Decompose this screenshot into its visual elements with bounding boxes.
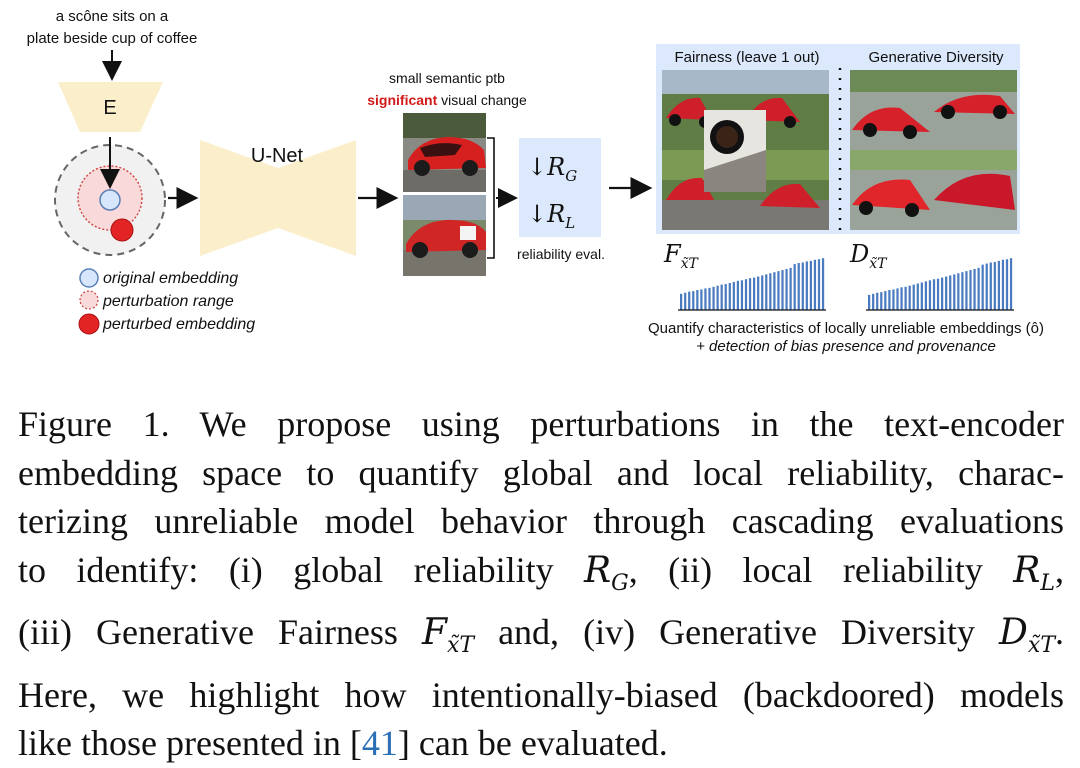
- bar-mark: [933, 279, 935, 310]
- rl-symbol: $↓R_L$: [527, 200, 576, 232]
- bar-mark: [769, 273, 771, 310]
- bar-mark: [998, 261, 1000, 310]
- caption-line-3: terizing unreliable model behavior through cascading evaluations: [18, 501, 1064, 541]
- fairness-symbol: $F_{x̃T}$: [664, 240, 698, 272]
- math-f: $F_{x̃T}$: [421, 612, 475, 658]
- fairness-title: Fairness (leave 1 out): [674, 49, 820, 66]
- bar-mark: [945, 277, 947, 310]
- bar-mark: [961, 272, 963, 310]
- generated-image-top: [403, 113, 486, 192]
- bar-mark: [876, 293, 878, 310]
- bar-mark: [965, 271, 967, 310]
- prompt-line-2: plate beside cup of coffee: [26, 30, 198, 47]
- caption-line-1: Figure 1. We propose using perturbations in the text-encoder: [18, 404, 1064, 444]
- bar-mark: [941, 278, 943, 310]
- bar-mark: [973, 269, 975, 310]
- bar-mark: [741, 280, 743, 310]
- bar-mark: [905, 287, 907, 310]
- bar-mark: [822, 258, 824, 310]
- bar-mark: [917, 284, 919, 310]
- bar-mark: [765, 274, 767, 310]
- bar-mark: [953, 274, 955, 310]
- caption-line-4: [18, 546, 1064, 609]
- bar-mark: [994, 262, 996, 310]
- math-rl: $R_L$: [1013, 549, 1055, 596]
- bar-mark: [921, 282, 923, 310]
- bar-mark: [810, 261, 812, 310]
- caption-line-5-b: and, (iv) Generative Diversity: [474, 612, 1000, 652]
- bar-mark: [969, 270, 971, 310]
- bar-mark: [818, 259, 820, 310]
- bar-mark: [761, 275, 763, 310]
- ptb-change-label: [367, 92, 527, 108]
- bar-mark: [900, 287, 902, 310]
- bar-mark: [708, 288, 710, 310]
- bar-mark: [692, 291, 694, 310]
- caption-line-7: [18, 719, 1064, 768]
- legend-range-marker: [80, 291, 98, 309]
- bar-mark: [712, 287, 714, 310]
- image-bracket: [487, 138, 494, 258]
- generated-image-bottom: [403, 195, 486, 276]
- bar-mark: [982, 265, 984, 310]
- caption-line-7-b: ] can be evaluated.: [397, 723, 668, 763]
- encoder-label: E: [103, 97, 117, 119]
- bar-mark: [773, 272, 775, 310]
- bar-mark: [896, 288, 898, 310]
- bar-mark: [721, 285, 723, 310]
- bar-mark: [990, 262, 992, 310]
- legend-original-label: original embedding: [103, 270, 239, 287]
- bar-mark: [892, 289, 894, 310]
- bar-mark: [802, 262, 804, 310]
- bar-mark: [880, 292, 882, 310]
- bar-mark: [794, 264, 796, 310]
- bar-mark: [745, 279, 747, 310]
- quantify-text: Quantify characteristics of locally unreliable embeddings (ô): [647, 320, 1045, 337]
- caption-line-4-a: to identify: (i) global reliability: [18, 549, 584, 590]
- caption-line-5-c: .: [1055, 612, 1065, 652]
- prompt-line-1: a scône sits on a: [55, 8, 169, 25]
- legend-range-label: perturbation range: [103, 293, 234, 310]
- perturbed-embedding-dot: [111, 219, 133, 241]
- math-d: $D_{x̃T}$: [999, 612, 1056, 658]
- reliability-eval-label: reliability eval.: [517, 246, 605, 262]
- bar-mark: [957, 273, 959, 310]
- diversity-title: Generative Diversity: [868, 49, 1004, 66]
- bar-mark: [806, 261, 808, 310]
- fairness-bar-chart: [680, 258, 824, 310]
- bar-mark: [777, 271, 779, 310]
- bar-mark: [717, 286, 719, 310]
- bar-mark: [949, 275, 951, 310]
- bar-mark: [1010, 258, 1012, 310]
- significant-word: significant: [367, 92, 438, 108]
- legend-perturbed-label: perturbed embedding: [103, 316, 256, 333]
- diversity-bar-chart: [868, 258, 1012, 310]
- bar-mark: [872, 294, 874, 310]
- bar-mark: [700, 289, 702, 310]
- bar-mark: [753, 278, 755, 310]
- bar-mark: [798, 263, 800, 310]
- bar-mark: [704, 288, 706, 310]
- math-rg: $R_G$: [584, 549, 629, 596]
- bar-mark: [1002, 260, 1004, 310]
- fairness-image-grid: [662, 70, 829, 230]
- caption-line-5: [18, 608, 1064, 671]
- bar-mark: [729, 283, 731, 310]
- bar-mark: [790, 268, 792, 310]
- bar-mark: [733, 282, 735, 310]
- diversity-image-grid: [850, 70, 1017, 230]
- citation-link[interactable]: 41: [361, 723, 398, 763]
- bar-mark: [1006, 259, 1008, 310]
- bar-mark: [888, 290, 890, 310]
- figure-caption: [18, 400, 1064, 768]
- bar-mark: [884, 291, 886, 310]
- bar-mark: [749, 278, 751, 310]
- bar-mark: [925, 281, 927, 310]
- ptb-label: small semantic ptb: [389, 70, 505, 86]
- bar-mark: [684, 293, 686, 310]
- caption-line-4-c: ,: [1055, 549, 1064, 590]
- caption-line-7-a: like those presented in [: [18, 723, 362, 763]
- bar-mark: [688, 292, 690, 310]
- bar-mark: [757, 277, 759, 310]
- detection-text: + detection of bias presence and provenance: [696, 338, 996, 355]
- caption-line-4-b: , (ii) local reliability: [628, 549, 1014, 590]
- caption-line-6: Here, we highlight how intentionally-biased (backdoored) models: [18, 674, 1064, 715]
- caption-line-2: embedding space to quantify global and local reliability, charac-: [18, 452, 1064, 493]
- caption-line-5-a: (iii) Generative Fairness: [18, 612, 422, 652]
- bar-mark: [978, 268, 980, 310]
- rg-symbol: $↓R_G$: [527, 153, 578, 185]
- bar-mark: [913, 285, 915, 310]
- bar-mark: [937, 279, 939, 310]
- legend-original-marker: [80, 269, 98, 287]
- bar-mark: [909, 286, 911, 310]
- legend-perturbed-marker: [79, 314, 99, 334]
- diversity-symbol: $D_{x̃T}$: [850, 240, 887, 272]
- unet-label: U-Net: [250, 145, 304, 167]
- figure-svg: [0, 0, 1080, 370]
- bar-mark: [696, 290, 698, 310]
- visual-change-word: visual change: [437, 92, 527, 108]
- bar-mark: [868, 295, 870, 310]
- bar-mark: [785, 269, 787, 310]
- figure-diagram: [0, 0, 1080, 370]
- bar-mark: [814, 260, 816, 310]
- bar-mark: [986, 264, 988, 310]
- bar-mark: [680, 294, 682, 310]
- bar-mark: [929, 280, 931, 310]
- bar-mark: [737, 281, 739, 310]
- bar-mark: [725, 284, 727, 310]
- original-embedding-dot: [100, 190, 120, 210]
- bar-mark: [781, 270, 783, 310]
- unet-neck: [270, 168, 286, 228]
